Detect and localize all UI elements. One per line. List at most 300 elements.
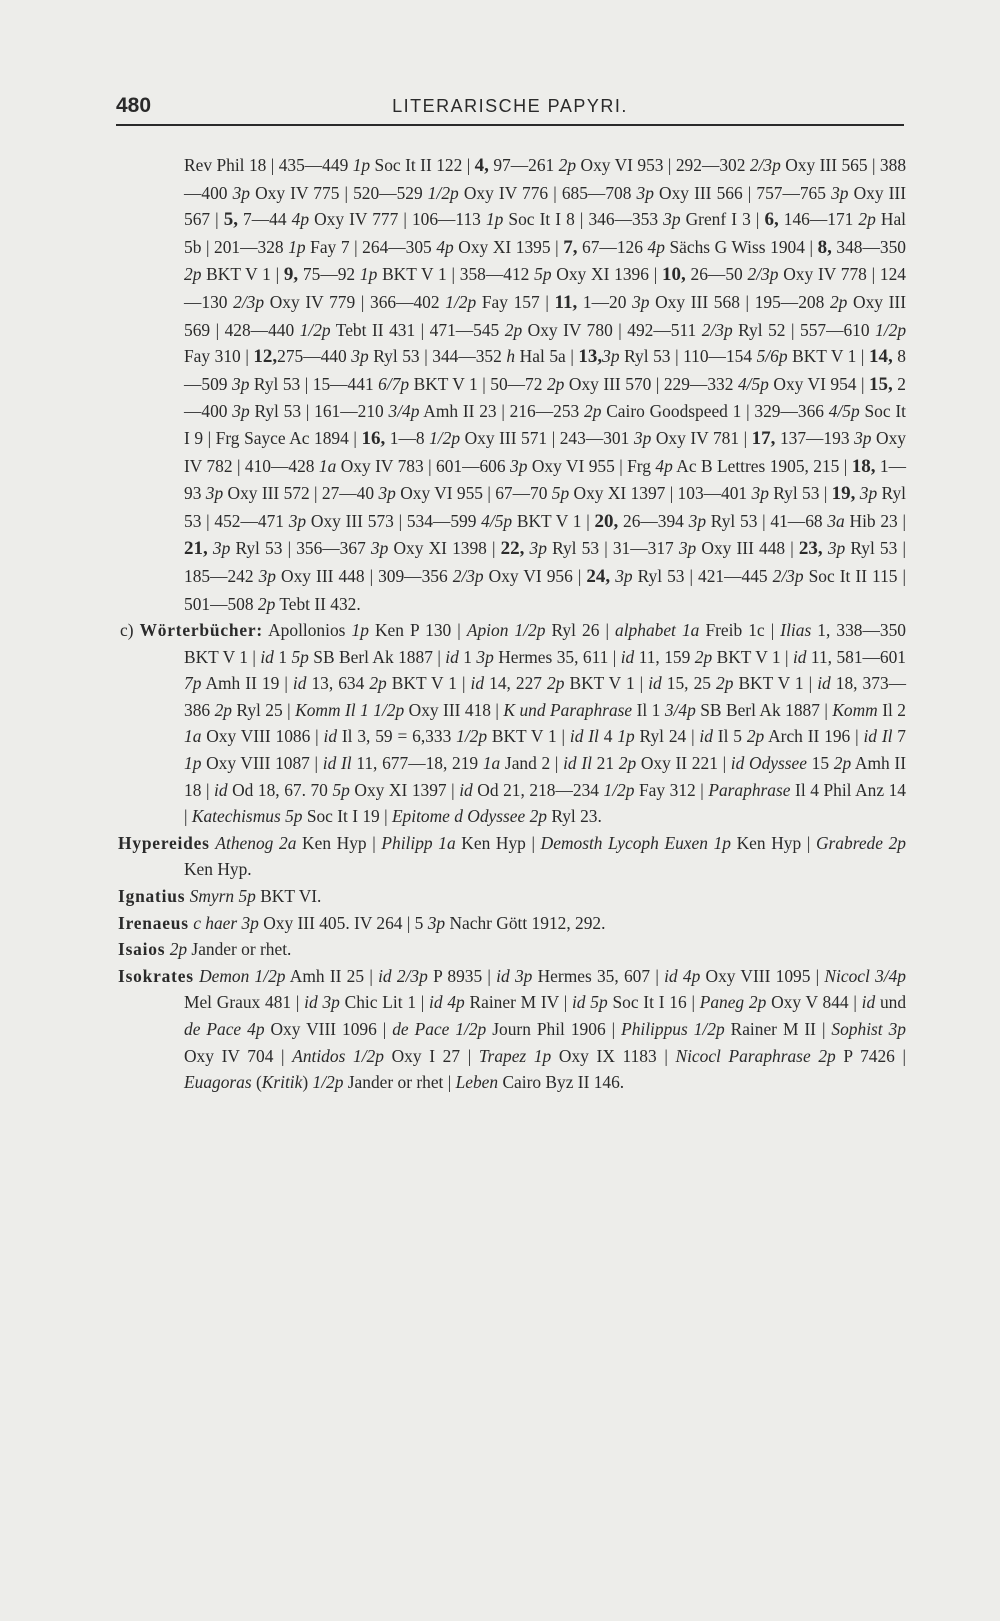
italic-run: 2p: [214, 699, 232, 720]
italic-run: 3/4p: [664, 699, 696, 720]
italic-run: 1/2p: [427, 182, 459, 203]
italic-run: 2p: [858, 209, 876, 230]
italic-run: 1/2p: [429, 427, 461, 448]
text-run: 1: [273, 646, 292, 667]
text-run: 11, 677—18, 219: [351, 753, 483, 774]
text-run: Hermes 35, 611 |: [493, 646, 621, 667]
text-run: Ryl 53 | 41—68: [706, 510, 828, 531]
italic-run: 1/2p: [445, 291, 477, 312]
entry-heading: Isaios: [118, 939, 166, 960]
italic-run: 2p: [584, 401, 602, 422]
text-run: Hal 5b | 201—328: [184, 209, 906, 257]
italic-run: 3p: [751, 483, 769, 504]
verse-number: 13,: [578, 346, 603, 368]
text-run: SB Berl Ak 1887 |: [308, 646, 446, 667]
italic-run: Komm Il 1 1/2p: [295, 699, 405, 720]
italic-run: 4p: [647, 236, 665, 257]
italic-run: 1/2p: [875, 319, 907, 340]
italic-run: 1p: [351, 620, 369, 641]
text-run: Fay 312 |: [634, 779, 709, 800]
text-run: Oxy III 569 | 428—440: [184, 291, 907, 340]
italic-run: 1p: [184, 753, 202, 774]
text-run: Oxy V 844 |: [766, 992, 862, 1013]
text-run: Ryl 52 | 557—610: [732, 319, 876, 340]
text-run: Ryl 53 | 452—471: [184, 483, 906, 531]
text-run: Od 21, 218—234: [472, 779, 604, 800]
entry-hypereides: [118, 830, 906, 883]
verse-number: 14,: [868, 346, 893, 368]
italic-run: 3p: [232, 401, 250, 422]
text-run: Rainer M IV |: [464, 992, 572, 1013]
text-run: Oxy VIII 1087 |: [201, 753, 323, 774]
italic-run: id: [445, 646, 459, 667]
italic-run: 4/5p: [828, 401, 860, 422]
text-run: Ryl 53 | 344—352: [368, 346, 507, 367]
italic-run: id: [459, 779, 473, 800]
text-run: 15: [806, 753, 834, 774]
italic-run: Paneg 2p: [699, 992, 767, 1013]
italic-run: 6/7p: [378, 373, 410, 394]
italic-run: id: [620, 646, 635, 667]
italic-run: 2/3p: [749, 155, 781, 175]
text-run: BKT V 1 |: [386, 673, 471, 694]
italic-run: de Pace 1/2p: [392, 1019, 487, 1039]
text-run: Ryl 53 | 185—242: [184, 538, 906, 586]
italic-run: 2p: [694, 646, 713, 667]
italic-run: 3p: [615, 565, 633, 586]
italic-run: id Il: [563, 753, 592, 774]
italic-run: Kritik: [261, 1072, 303, 1093]
text-run: Oxy III 568 | 195—208: [649, 291, 830, 312]
text-run: Od 18, 67. 70: [227, 779, 333, 800]
italic-run: 4p: [291, 209, 310, 230]
text-run: Oxy IV 775 | 520—529: [249, 182, 428, 203]
entry-heading: Hypereides: [118, 832, 210, 853]
italic-run: 3p: [854, 427, 872, 448]
text-run: P 8935 |: [427, 965, 497, 986]
text-run: BKT V 1 |: [787, 346, 869, 367]
section-woerterbuecher: [118, 617, 906, 830]
verse-number: 8,: [817, 236, 832, 258]
italic-run: id 2/3p: [378, 965, 428, 986]
italic-run: Demon 1/2p: [199, 965, 286, 986]
text-run: Amh II 18 |: [184, 753, 906, 800]
text-run: 26—50: [685, 264, 748, 285]
verse-number: 12,: [253, 346, 278, 368]
text-run: Ryl 53 | 356—367: [230, 538, 371, 559]
text-run: 1: [458, 646, 477, 667]
text-run: Fay 7 | 264—305: [305, 236, 437, 257]
italic-run: 1a: [184, 726, 202, 747]
italic-run: id 3p: [304, 992, 340, 1013]
text-run: Nachr Gött 1912, 292.: [445, 912, 606, 933]
italic-run: 3p: [351, 346, 369, 367]
text-run: Oxy III 448 | 309—356: [276, 565, 453, 586]
italic-run: 3p: [427, 912, 446, 933]
entry-isokrates: [118, 963, 906, 1096]
text-run: Cairo Goodspeed 1 | 329—366: [601, 401, 829, 422]
verse-number: 19,: [831, 483, 856, 505]
text-run: Oxy IV 778 | 124—130: [184, 264, 906, 312]
text-run: Oxy VI 955 | 67—70: [395, 483, 552, 504]
italic-run: id: [792, 646, 807, 667]
text-run: Oxy IV 782 | 410—428: [184, 427, 906, 476]
entry-ignatius: [118, 883, 906, 910]
text-run: Freib 1c |: [699, 620, 781, 641]
italic-run: id 3p: [496, 965, 533, 986]
italic-run: 2/3p: [701, 319, 733, 340]
text-run: Soc It II 122 |: [370, 155, 475, 175]
italic-run: Demosth Lycoph Euxen 1p: [540, 832, 731, 853]
verse-number: 11,: [554, 291, 578, 313]
entry-heading: Wörterbücher:: [139, 620, 263, 641]
text-run: 146—171: [778, 209, 859, 230]
italic-run: 2p: [746, 726, 765, 747]
text-run: Soc It I 9 | Frg Sayce Ac 1894 |: [184, 401, 906, 448]
italic-run: id: [470, 673, 485, 694]
text-run: Il 5: [712, 726, 747, 747]
text-run: BKT VI.: [255, 886, 322, 907]
text-run: Journ Phil 1906 |: [486, 1019, 622, 1039]
text-run: Ken Hyp |: [730, 832, 816, 853]
text-run: Oxy IV 704 |: [184, 1045, 293, 1066]
italic-run: 3p: [232, 182, 250, 203]
text-run: Soc It II 115 | 501—508: [184, 565, 906, 614]
text-run: Il 1: [632, 699, 665, 720]
italic-run: 7p: [184, 673, 202, 694]
italic-run: 3p: [529, 538, 547, 559]
italic-run: id Odyssee: [730, 753, 807, 774]
text-run: 18, 373—386: [184, 673, 907, 720]
text-run: BKT V 1 |: [712, 646, 793, 667]
text-run: Ryl 53 | 110—154: [619, 346, 757, 367]
text-run: Oxy XI 1397 | 103—401: [569, 483, 752, 504]
italic-run: 3p: [370, 538, 389, 559]
verse-number: 23,: [798, 538, 823, 560]
text-run: Oxy III 573 | 534—599: [306, 510, 482, 531]
italic-run: Antidos 1/2p: [292, 1045, 384, 1066]
italic-run: 2p: [716, 673, 734, 694]
text-run: Fay 310 |: [184, 346, 254, 367]
italic-run: 3p: [636, 182, 654, 203]
entry-isaios: [118, 936, 906, 963]
verse-number: 5,: [223, 209, 238, 231]
italic-run: Epitome d Odyssee 2p: [391, 806, 547, 827]
text-run: Ken P 130 |: [368, 620, 467, 641]
verse-number: 24,: [586, 565, 611, 587]
text-run: Ac B Lettres 1905, 215 |: [672, 455, 852, 476]
italic-run: de Pace 4p: [184, 1019, 265, 1039]
text-run: 1, 338—350 BKT V 1 |: [184, 620, 906, 667]
text-run: Amh II 25 |: [285, 965, 379, 986]
italic-run: 1/2p: [603, 779, 635, 800]
italic-run: 2p: [833, 753, 852, 774]
italic-run: 2p: [369, 673, 387, 694]
italic-run: 3p: [688, 510, 707, 531]
italic-run: Sophist 3p: [831, 1019, 906, 1039]
italic-run: 1p: [288, 236, 306, 257]
text-run: Rainer M II |: [724, 1019, 832, 1039]
text-run: Il 2: [877, 699, 906, 720]
italic-run: Athenog 2a: [215, 832, 297, 853]
text-run: (: [251, 1072, 262, 1093]
italic-run: 3p: [378, 483, 396, 504]
text-run: BKT V 1 | 358—412: [377, 264, 535, 285]
text-run: 97—261: [488, 155, 559, 175]
italic-run: id: [323, 726, 338, 747]
text-run: Ryl 25 |: [231, 699, 296, 720]
running-title: LITERARISCHE PAPYRI.: [392, 96, 628, 116]
italic-run: 1a: [482, 753, 501, 774]
italic-run: 1p: [485, 209, 504, 230]
text-run: BKT V 1 |: [487, 726, 570, 747]
text-run: Soc It I 19 |: [302, 806, 392, 827]
italic-run: id: [648, 673, 662, 694]
text-run: Ryl 53 | 31—317: [546, 538, 679, 559]
text-run: 26—394: [618, 510, 689, 531]
text-run: Oxy III 418 |: [404, 699, 504, 720]
text-run: 137—193: [775, 427, 855, 448]
italic-run: 3a: [827, 510, 845, 531]
text-run: Oxy XI 1398 |: [388, 538, 501, 559]
italic-run: id: [817, 673, 831, 694]
italic-run: 2/3p: [452, 565, 484, 586]
text-run: ): [302, 1072, 313, 1093]
text-run: Oxy III 567 |: [184, 182, 907, 230]
text-run: Oxy III 565 | 388—400: [184, 155, 907, 203]
italic-run: id 4p: [429, 992, 465, 1013]
page-header: [116, 90, 904, 126]
italic-run: Katechismus 5p: [191, 806, 303, 827]
italic-run: 4/5p: [737, 373, 769, 394]
italic-run: 2p: [547, 673, 565, 694]
text-run: Oxy VIII 1096 |: [264, 1019, 393, 1039]
text-run: Oxy III 405. IV 264 | 5: [258, 912, 428, 933]
italic-run: 2p: [504, 319, 523, 340]
italic-run: 1/2p: [299, 319, 331, 340]
text-run: Sächs G Wiss 1904 |: [664, 236, 818, 257]
italic-run: 1/2p: [312, 1072, 344, 1093]
text-run: Oxy III 572 | 27—40: [223, 483, 379, 504]
text-run: Ken Hyp.: [184, 859, 252, 880]
italic-run: 5p: [551, 483, 570, 504]
italic-run: 2/3p: [233, 291, 265, 312]
text-run: 11, 159: [634, 646, 695, 667]
text-run: Oxy XI 1395 |: [453, 236, 564, 257]
verse-number: 7,: [563, 236, 578, 258]
italic-run: Trapez 1p: [478, 1045, 552, 1066]
entry-heading: Irenaeus: [118, 912, 189, 933]
italic-run: 4p: [436, 236, 454, 257]
text-run: Tebt II 432.: [275, 593, 361, 614]
italic-run: 3p: [632, 291, 650, 312]
italic-run: Paraphrase: [708, 779, 791, 800]
verse-number: 10,: [662, 264, 686, 286]
italic-run: 3p: [232, 373, 250, 394]
text-run: Ryl 53 | 421—445: [632, 565, 773, 586]
italic-run: 5p: [534, 264, 552, 285]
text-run: Oxy IV 776 | 685—708: [458, 182, 637, 203]
text-run: Ryl 26 |: [545, 620, 616, 641]
text-run: P 7426 |: [835, 1045, 906, 1066]
verse-number: 4,: [474, 155, 489, 176]
text-run: SB Berl Ak 1887 |: [695, 699, 833, 720]
text-run: Ryl 23.: [546, 806, 602, 827]
italic-run: 4/5p: [481, 510, 513, 531]
text-run: Ken Hyp |: [296, 832, 382, 853]
text-run: Oxy VI 955 | Frg: [527, 455, 656, 476]
text-run: Oxy IV 780 | 492—511: [522, 319, 702, 340]
text-run: BKT V 1 |: [201, 264, 284, 285]
text-run: Oxy III 570 | 229—332: [564, 373, 738, 394]
text-run: Oxy VI 956 |: [483, 565, 587, 586]
text-run: Oxy IX 1183 |: [551, 1045, 676, 1066]
text-run: und: [875, 992, 907, 1013]
italic-run: 1a: [318, 455, 337, 476]
text-run: Oxy VI 953 | 292—302: [576, 155, 750, 175]
text-run: Il 4 Phil Anz 14 |: [184, 779, 907, 827]
text-run: 75—92: [298, 264, 360, 285]
italic-run: alphabet 1a: [615, 620, 700, 641]
italic-run: 3p: [678, 538, 697, 559]
text-run: Oxy IV 777 | 106—113: [309, 209, 486, 230]
italic-run: Philippus 1/2p: [621, 1019, 725, 1039]
text-run: BKT V 1 |: [564, 673, 649, 694]
italic-run: 3p: [633, 427, 652, 448]
text-run: 7—44: [237, 209, 292, 230]
italic-run: 3p: [288, 510, 307, 531]
text-run: Soc It I 16 |: [607, 992, 700, 1013]
verse-number: 15,: [869, 373, 893, 395]
entry-heading: Ignatius: [118, 886, 186, 907]
text-run: Hal 5a |: [515, 346, 579, 367]
continued-entry: [118, 152, 906, 617]
italic-run: Komm: [832, 699, 878, 720]
italic-run: Smyrn 5p: [189, 886, 256, 907]
italic-run: id: [214, 779, 228, 800]
text-run: 13, 634: [306, 673, 370, 694]
text-run: BKT V 1 |: [733, 673, 818, 694]
text-run: Amh II 19 |: [201, 673, 293, 694]
page-body: [118, 152, 906, 1096]
text-run: Hermes 35, 607 |: [532, 965, 665, 986]
italic-run: 3p: [258, 565, 276, 586]
entry-heading: Isokrates: [118, 965, 194, 986]
italic-run: Nicocl 3/4p: [824, 965, 906, 986]
text-run: Ryl 53 |: [768, 483, 832, 504]
text-run: 21: [591, 753, 619, 774]
text-run: Tebt II 431 | 471—545: [330, 319, 505, 340]
verse-number: 17,: [751, 427, 776, 449]
text-run: Oxy III 571 | 243—301: [460, 427, 634, 448]
text-run: Oxy II 221 |: [636, 753, 731, 774]
page-number: 480: [116, 94, 152, 117]
italic-run: id: [861, 992, 876, 1013]
italic-run: 3p: [476, 646, 494, 667]
text-run: Ryl 24 |: [634, 726, 700, 747]
italic-run: 3p: [510, 455, 528, 476]
italic-run: c haer 3p: [193, 912, 259, 933]
text-run: 1—20: [577, 291, 633, 312]
text-run: Oxy XI 1396 |: [551, 264, 662, 285]
italic-run: 3p: [827, 538, 846, 559]
italic-run: 2p: [829, 291, 848, 312]
text-run: Cairo Byz II 146.: [498, 1072, 625, 1093]
text-run: 15, 25: [661, 673, 717, 694]
text-run: Oxy XI 1397 |: [349, 779, 460, 800]
italic-run: 3p: [212, 538, 231, 559]
italic-run: id 4p: [664, 965, 701, 986]
text-run: BKT V 1 | 50—72: [409, 373, 547, 394]
italic-run: Ilias: [780, 620, 812, 641]
italic-run: 2p: [169, 939, 188, 960]
verse-number: 18,: [851, 455, 876, 477]
text-run: Oxy I 27 |: [383, 1045, 479, 1066]
italic-run: id Il: [863, 726, 893, 747]
italic-run: h: [506, 346, 516, 367]
text-run: 2—400: [184, 373, 906, 422]
text-run: Grenf I 3 |: [680, 209, 765, 230]
verse-number: 21,: [184, 538, 208, 560]
italic-run: 5p: [332, 779, 350, 800]
text-run: Oxy VIII 1095 |: [700, 965, 825, 986]
text-run: Oxy IV 781 |: [651, 427, 752, 448]
italic-run: 3/4p: [388, 401, 420, 422]
text-run: 11, 581—601: [806, 646, 907, 667]
text-run: Amh II 23 | 216—253: [419, 401, 585, 422]
text-run: 67—126: [577, 236, 648, 257]
text-run: 14, 227: [484, 673, 548, 694]
text-run: Chic Lit 1 |: [339, 992, 430, 1013]
text-run: Soc It I 8 | 346—353: [503, 209, 664, 230]
text-run: 8—509: [184, 346, 906, 394]
text-run: Ryl 53 | 15—441: [249, 373, 379, 394]
text-run: Ryl 53 | 161—210: [249, 401, 389, 422]
verse-number: 20,: [594, 510, 619, 532]
text-run: 4: [598, 726, 618, 747]
text-run: Mel Graux 481 |: [184, 992, 305, 1013]
italic-run: 3p: [602, 346, 620, 367]
italic-run: 2/3p: [772, 565, 804, 586]
italic-run: id: [699, 726, 713, 747]
italic-run: 1p: [359, 264, 378, 285]
text-run: Oxy VI 954 |: [768, 373, 870, 394]
text-run: Rev Phil 18 | 435—449: [184, 155, 353, 175]
italic-run: Euagoras: [184, 1072, 252, 1093]
italic-run: Apion 1/2p: [466, 620, 546, 641]
text-run: Oxy VIII 1086 |: [201, 726, 324, 747]
verse-number: 6,: [764, 209, 779, 231]
italic-run: 5/6p: [756, 346, 788, 367]
text-run: Jander or rhet.: [187, 939, 292, 960]
italic-run: id: [260, 646, 274, 667]
text-run: 1—8: [385, 427, 430, 448]
text-run: Hib 23 |: [844, 510, 907, 531]
italic-run: 1p: [617, 726, 635, 747]
italic-run: 1p: [352, 155, 371, 175]
text-run: 1—93: [184, 455, 907, 504]
italic-run: id Il: [569, 726, 599, 747]
italic-run: id Il: [322, 753, 352, 774]
entry-irenaeus: [118, 910, 906, 937]
text-run: Jand 2 |: [500, 753, 564, 774]
italic-run: 2/3p: [747, 264, 779, 285]
text-run: Oxy IV 783 | 601—606: [336, 455, 511, 476]
italic-run: K und Paraphrase: [503, 699, 633, 720]
italic-run: 3p: [663, 209, 681, 230]
italic-run: Leben: [455, 1072, 499, 1093]
text-run: Apollonios: [263, 620, 352, 641]
